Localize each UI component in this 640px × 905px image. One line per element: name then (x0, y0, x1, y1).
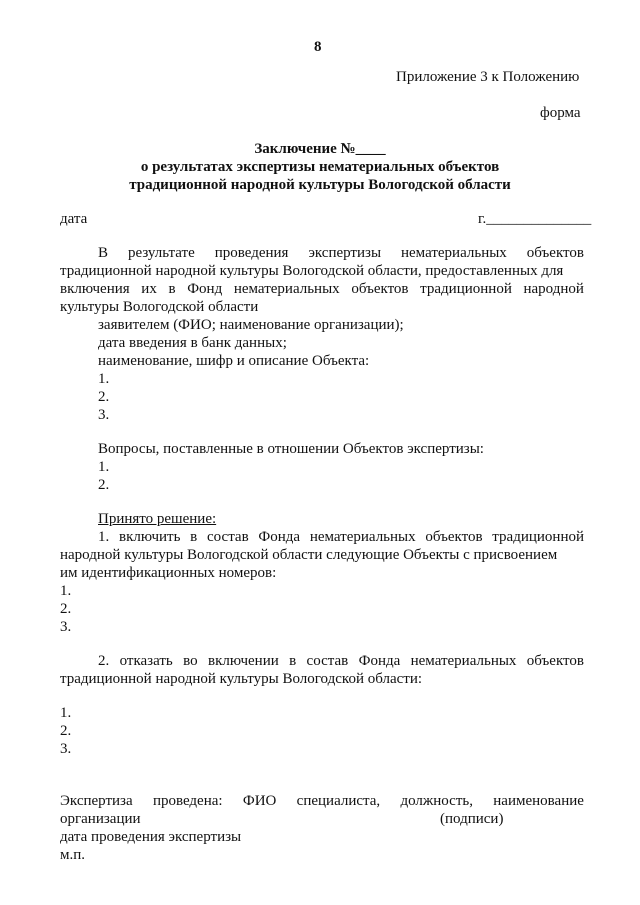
decision-1-line-3: им идентификационных номеров: (60, 565, 277, 581)
signature-word: наименование (493, 793, 584, 809)
signature-organization: организации (60, 811, 141, 827)
form-label: форма (540, 105, 581, 121)
intro-word: нематериальных (401, 245, 507, 261)
decision-title: Принято решение: (98, 511, 217, 527)
field-object-description: наименование, шифр и описание Объекта: (98, 353, 370, 369)
intro-word: результате (127, 245, 195, 261)
signature-word: должность, (400, 793, 473, 809)
decision-1-list-item: 1. (60, 583, 72, 599)
object-list-item: 1. (98, 371, 110, 387)
intro-word: народной (523, 281, 584, 297)
intro-word: в (168, 281, 176, 297)
signature-exam-date: дата проведения экспертизы (60, 829, 242, 845)
intro-word: включения (60, 281, 130, 297)
field-applicant: заявителем (ФИО; наименование организации); (98, 317, 404, 333)
field-entry-date: дата введения в банк данных; (98, 335, 287, 351)
questions-title: Вопросы, поставленные в отношении Объектов экспертизы: (98, 441, 484, 457)
signature-signatures: (подписи) (440, 811, 504, 827)
questions-list-item: 2. (98, 477, 110, 493)
intro-line-4: культуры Вологодской области (60, 299, 259, 315)
intro-word: традиционной (420, 281, 512, 297)
intro-line-3 (60, 280, 584, 298)
appendix-label: Приложение 3 к Положению (396, 69, 580, 85)
title-line-3: традиционной народной культуры Вологодской области (129, 177, 511, 193)
title-line-1: Заключение №____ (254, 141, 386, 157)
intro-line-2: традиционной народной культуры Вологодской области, предоставленных для (60, 263, 564, 279)
intro-word: В (98, 245, 109, 261)
intro-line-1 (98, 244, 584, 262)
signature-word: Экспертиза (60, 793, 133, 809)
signature-word: специалиста, (296, 793, 381, 809)
decision-1-line-2: народной культуры Вологодской области следующие Объекты с присвоением (60, 547, 558, 563)
signature-word: ФИО (242, 793, 277, 809)
decision-2-list-item: 1. (60, 705, 72, 721)
signature-line-1 (60, 792, 584, 810)
object-list-item: 2. (98, 389, 110, 405)
intro-word: нематериальных (233, 281, 340, 297)
intro-word: Фонд (187, 281, 223, 297)
questions-list-item: 1. (98, 459, 110, 475)
signature-stamp: м.п. (60, 847, 86, 863)
title-line-2: о результатах экспертизы нематериальных объектов (140, 159, 500, 175)
intro-word: объектов (526, 245, 584, 261)
signature-word: проведена: (152, 793, 223, 809)
object-list-item: 3. (98, 407, 110, 423)
intro-word: проведения (214, 245, 289, 261)
decision-1-list-item: 3. (60, 619, 72, 635)
decision-1-line-1: 1. включить в состав Фонда нематериальных объектов традиционной (98, 529, 584, 545)
decision-2-line-2: традиционной народной культуры Вологодской области: (60, 671, 423, 687)
decision-1-list-item: 2. (60, 601, 72, 617)
decision-2-list-item: 2. (60, 723, 72, 739)
decision-2-list-item: 3. (60, 741, 72, 757)
intro-word: их (141, 281, 157, 297)
city-label: г.______________ (478, 211, 592, 227)
page-number: 8 (314, 39, 322, 55)
intro-word: объектов (351, 281, 409, 297)
intro-word: экспертизы (308, 245, 382, 261)
decision-2-line-1: 2. отказать во включении в состав Фонда нематериальных объектов (98, 653, 584, 669)
date-label: дата (60, 211, 88, 227)
